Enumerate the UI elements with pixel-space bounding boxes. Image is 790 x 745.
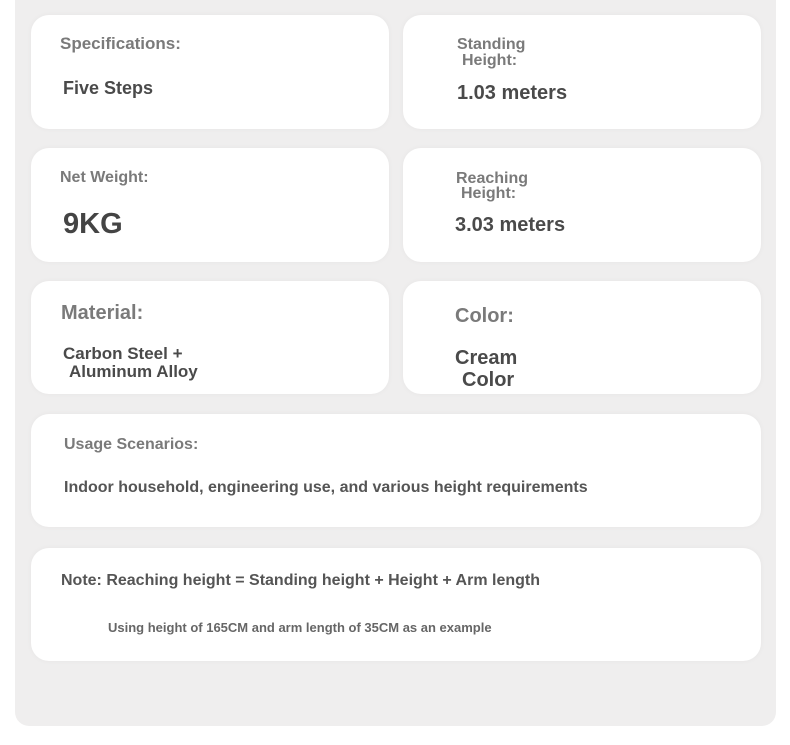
standing-height-value: 1.03 meters [457,82,568,104]
specifications-value: Five Steps [63,78,154,98]
color-value-line2: Color [462,369,515,391]
color-value-line1: Cream [455,347,518,369]
color-label: Color: [455,305,514,327]
standing-height-card [403,15,761,129]
usage-scenarios-value: Indoor household, engineering use, and various height requirements [64,479,588,496]
reaching-height-label-line2: Height: [461,185,517,202]
reaching-height-card [403,148,761,262]
color-card [403,281,761,394]
standing-height-label-line1: Standing [457,36,526,53]
net-weight-card [31,148,389,262]
note-formula: Note: Reaching height = Standing height + Height + Arm length [61,572,540,589]
material-value-line2: Aluminum Alloy [69,362,198,381]
usage-scenarios-label: Usage Scenarios: [64,436,199,453]
specifications-card [31,15,389,129]
reaching-height-value: 3.03 meters [455,214,566,236]
note-card [31,548,761,661]
note-example: Using height of 165CM and arm length of 35CM as an example [108,620,492,635]
net-weight-value: 9KG [63,208,123,240]
net-weight-label: Net Weight: [60,169,149,186]
usage-scenarios-card [31,414,761,527]
material-card [31,281,389,394]
specifications-label: Specifications: [60,34,181,53]
material-value-line1: Carbon Steel + [63,344,183,363]
standing-height-label-line2: Height: [462,52,518,69]
reaching-height-label-line1: Reaching [456,170,529,187]
material-label: Material: [61,302,144,324]
